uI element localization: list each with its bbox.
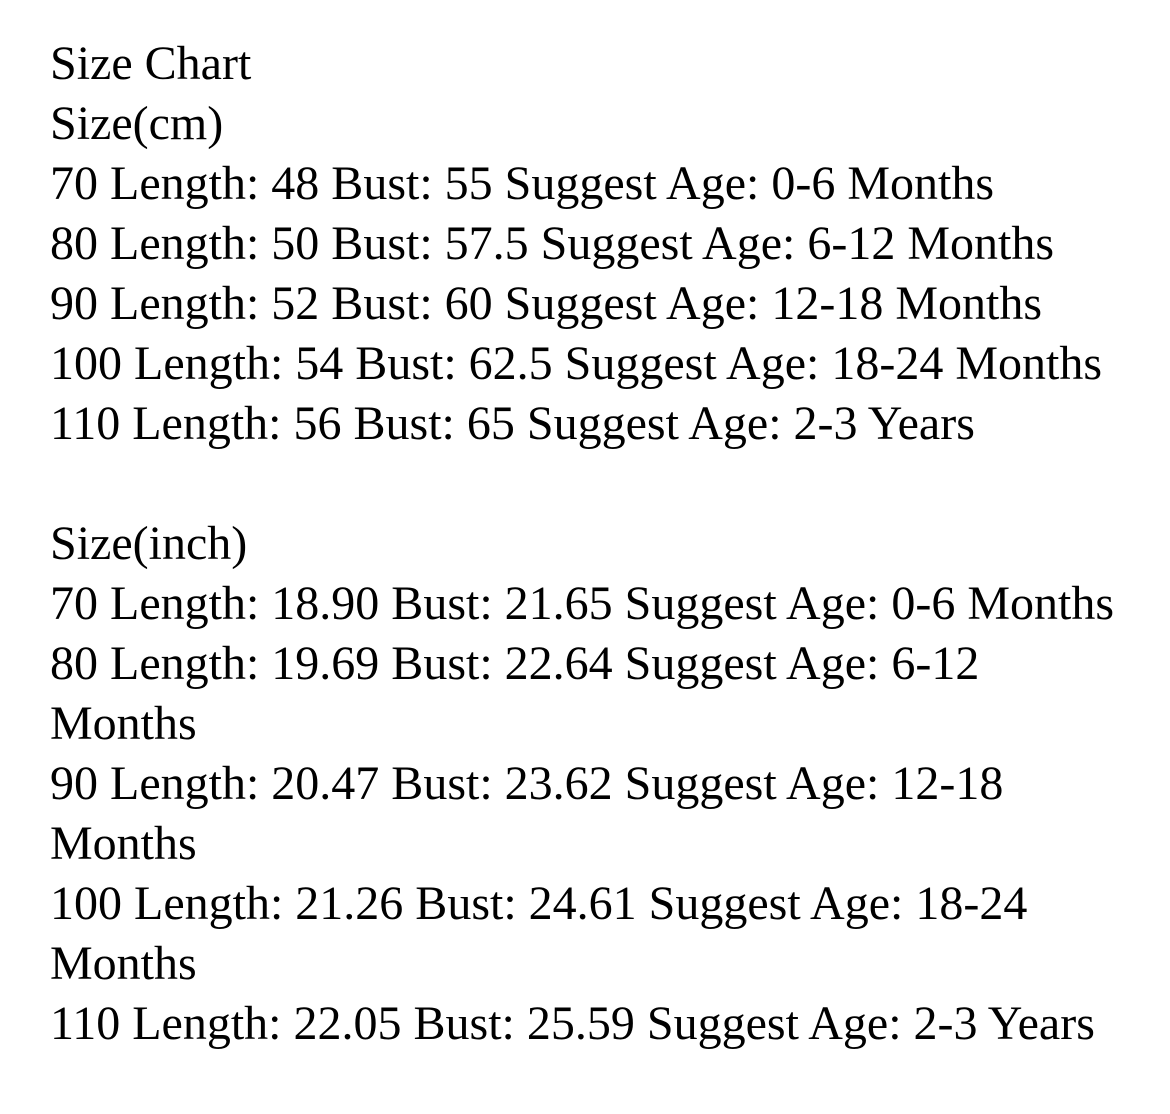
size-row-inch-100: 100 Length: 21.26 Bust: 24.61 Suggest Age: 18-24 Months bbox=[50, 877, 1028, 990]
size-row-inch-70: 70 Length: 18.90 Bust: 21.65 Suggest Age: 0-6 Months bbox=[50, 577, 1115, 630]
size-inch-section bbox=[50, 514, 1128, 1054]
section-title-cm: Size(cm) bbox=[50, 97, 224, 150]
section-title-inch: Size(inch) bbox=[50, 517, 248, 570]
size-row-cm-100: 100 Length: 54 Bust: 62.5 Suggest Age: 18-24 Months bbox=[50, 337, 1103, 390]
page-title: Size Chart bbox=[50, 37, 252, 90]
size-row-inch-80: 80 Length: 19.69 Bust: 22.64 Suggest Age: 6-12 Months bbox=[50, 637, 980, 750]
size-row-cm-110: 110 Length: 56 Bust: 65 Suggest Age: 2-3 Years bbox=[50, 397, 975, 450]
size-row-cm-70: 70 Length: 48 Bust: 55 Suggest Age: 0-6 Months bbox=[50, 157, 995, 210]
size-row-cm-90: 90 Length: 52 Bust: 60 Suggest Age: 12-18 Months bbox=[50, 277, 1043, 330]
size-row-inch-90: 90 Length: 20.47 Bust: 23.62 Suggest Age: 12-18 Months bbox=[50, 757, 1004, 870]
size-cm-section bbox=[50, 94, 1128, 454]
size-row-cm-80: 80 Length: 50 Bust: 57.5 Suggest Age: 6-12 Months bbox=[50, 217, 1055, 270]
size-row-inch-110: 110 Length: 22.05 Bust: 25.59 Suggest Age: 2-3 Years bbox=[50, 997, 1095, 1050]
